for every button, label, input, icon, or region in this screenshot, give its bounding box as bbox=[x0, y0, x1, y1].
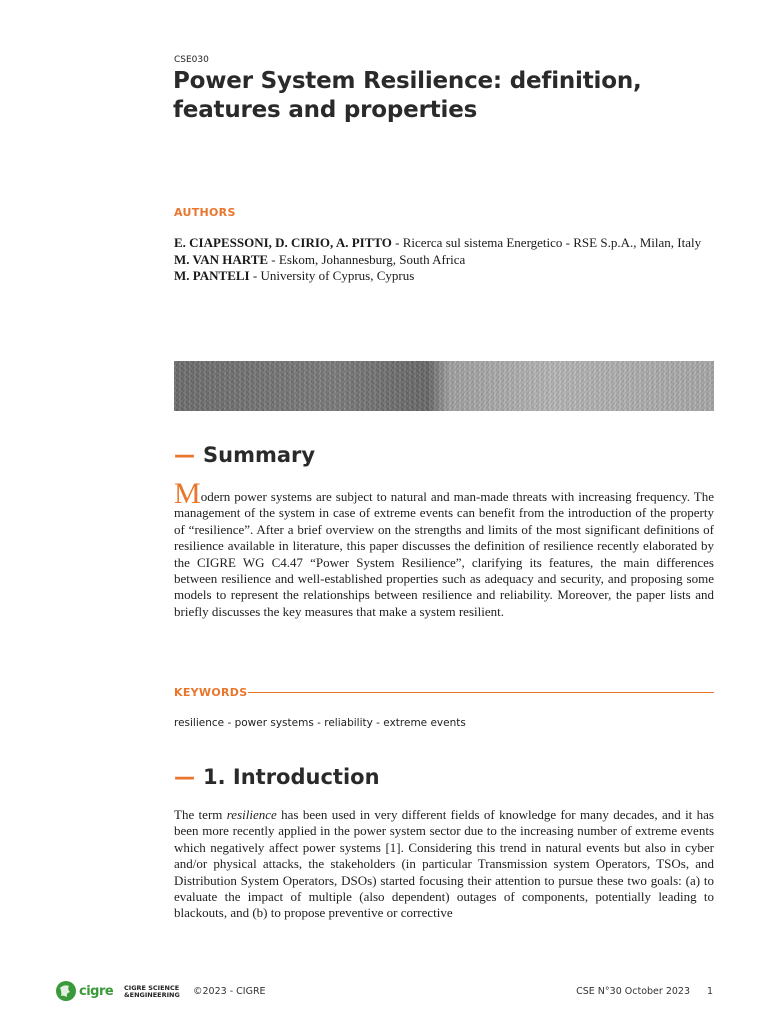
heading-dash: — bbox=[174, 443, 195, 467]
author-names: E. CIAPESSONI, D. CIRIO, A. PITTO bbox=[174, 235, 392, 250]
author-names: M. VAN HARTE bbox=[174, 251, 269, 267]
cse-logo bbox=[124, 985, 180, 999]
intro-text-em: resilience bbox=[226, 807, 277, 822]
cigre-globe-icon bbox=[55, 980, 77, 1002]
keywords-text: resilience - power systems - reliability - extreme events bbox=[174, 717, 466, 729]
summary-paragraph bbox=[174, 477, 714, 620]
keywords-label: KEYWORDS bbox=[174, 686, 248, 699]
footer-copyright: ©2023 - CIGRE bbox=[193, 986, 266, 997]
authors-block bbox=[174, 235, 714, 285]
introduction-heading bbox=[174, 765, 380, 789]
author-affiliation: - Eskom, Johannesburg, South Africa bbox=[268, 251, 466, 267]
heading-dash: — bbox=[174, 765, 195, 789]
author-line bbox=[174, 235, 714, 252]
intro-text-before: The term bbox=[174, 807, 227, 822]
cigre-logo bbox=[55, 980, 113, 1002]
author-names: M. PANTELI bbox=[174, 268, 250, 283]
summary-heading-text: Summary bbox=[203, 443, 316, 467]
keywords-rule bbox=[248, 692, 714, 693]
introduction-heading-text: 1. Introduction bbox=[203, 765, 380, 789]
page-number: 1 bbox=[707, 986, 714, 997]
cse-logo-line2: &ENGINEERING bbox=[124, 991, 180, 999]
cigre-logo-text: cigre bbox=[79, 983, 114, 999]
paper-code: CSE030 bbox=[174, 55, 209, 65]
paper-title: Power System Resilience: definition, features and properties bbox=[173, 68, 642, 123]
author-line bbox=[174, 252, 714, 269]
author-line bbox=[174, 268, 714, 285]
introduction-paragraph bbox=[174, 807, 714, 922]
author-affiliation: - Ricerca sul sistema Energetico - RSE S.p.A., Milan, Italy bbox=[391, 235, 702, 250]
authors-label: AUTHORS bbox=[174, 206, 236, 219]
intro-text-after: has been used in very different fields of knowledge for many decades, and it has been more recently applied in the power system sector due to the increasing number of extreme events which negatively affect power systems [1]. Considering this trend in natural events but also in cyber and/or physical attacks, the stakeholders (in particular Transmission system Operators, TSOs, and Distribution System Operators, DSOs) started focusing their attention to pursue these two goals: (a) to evaluate the impact of multiple (also dependent) outages of components, potentially leading to blackouts, and (b) to propose preventive or corrective bbox=[174, 807, 714, 921]
decorative-banner-image bbox=[174, 361, 714, 411]
summary-heading bbox=[174, 443, 315, 467]
cse-logo-line1: CIGRE SCIENCE bbox=[124, 984, 180, 992]
footer-issue: CSE N°30 October 2023 bbox=[576, 986, 690, 997]
author-affiliation: - University of Cyprus, Cyprus bbox=[249, 268, 415, 283]
summary-dropcap: M bbox=[174, 477, 201, 510]
summary-text: odern power systems are subject to natural and man-made threats with increasing frequency. The management of the system in case of extreme events can benefit from the introduction of the property of “resilience”. After a brief overview on the strengths and limits of the most significant definitions of resilience available in literature, this paper discusses the definition of resilience recently elaborated by the CIGRE WG C4.47 “Power System Resilience”, clarifying its features, the main differences between resilience and well-established properties such as adequacy and security, and proposing some models to represent the relationships between resilience and reliability. Moreover, the paper lists and briefly discusses the key measures that make a system resilient. bbox=[174, 489, 714, 619]
banner-texture bbox=[174, 361, 714, 411]
